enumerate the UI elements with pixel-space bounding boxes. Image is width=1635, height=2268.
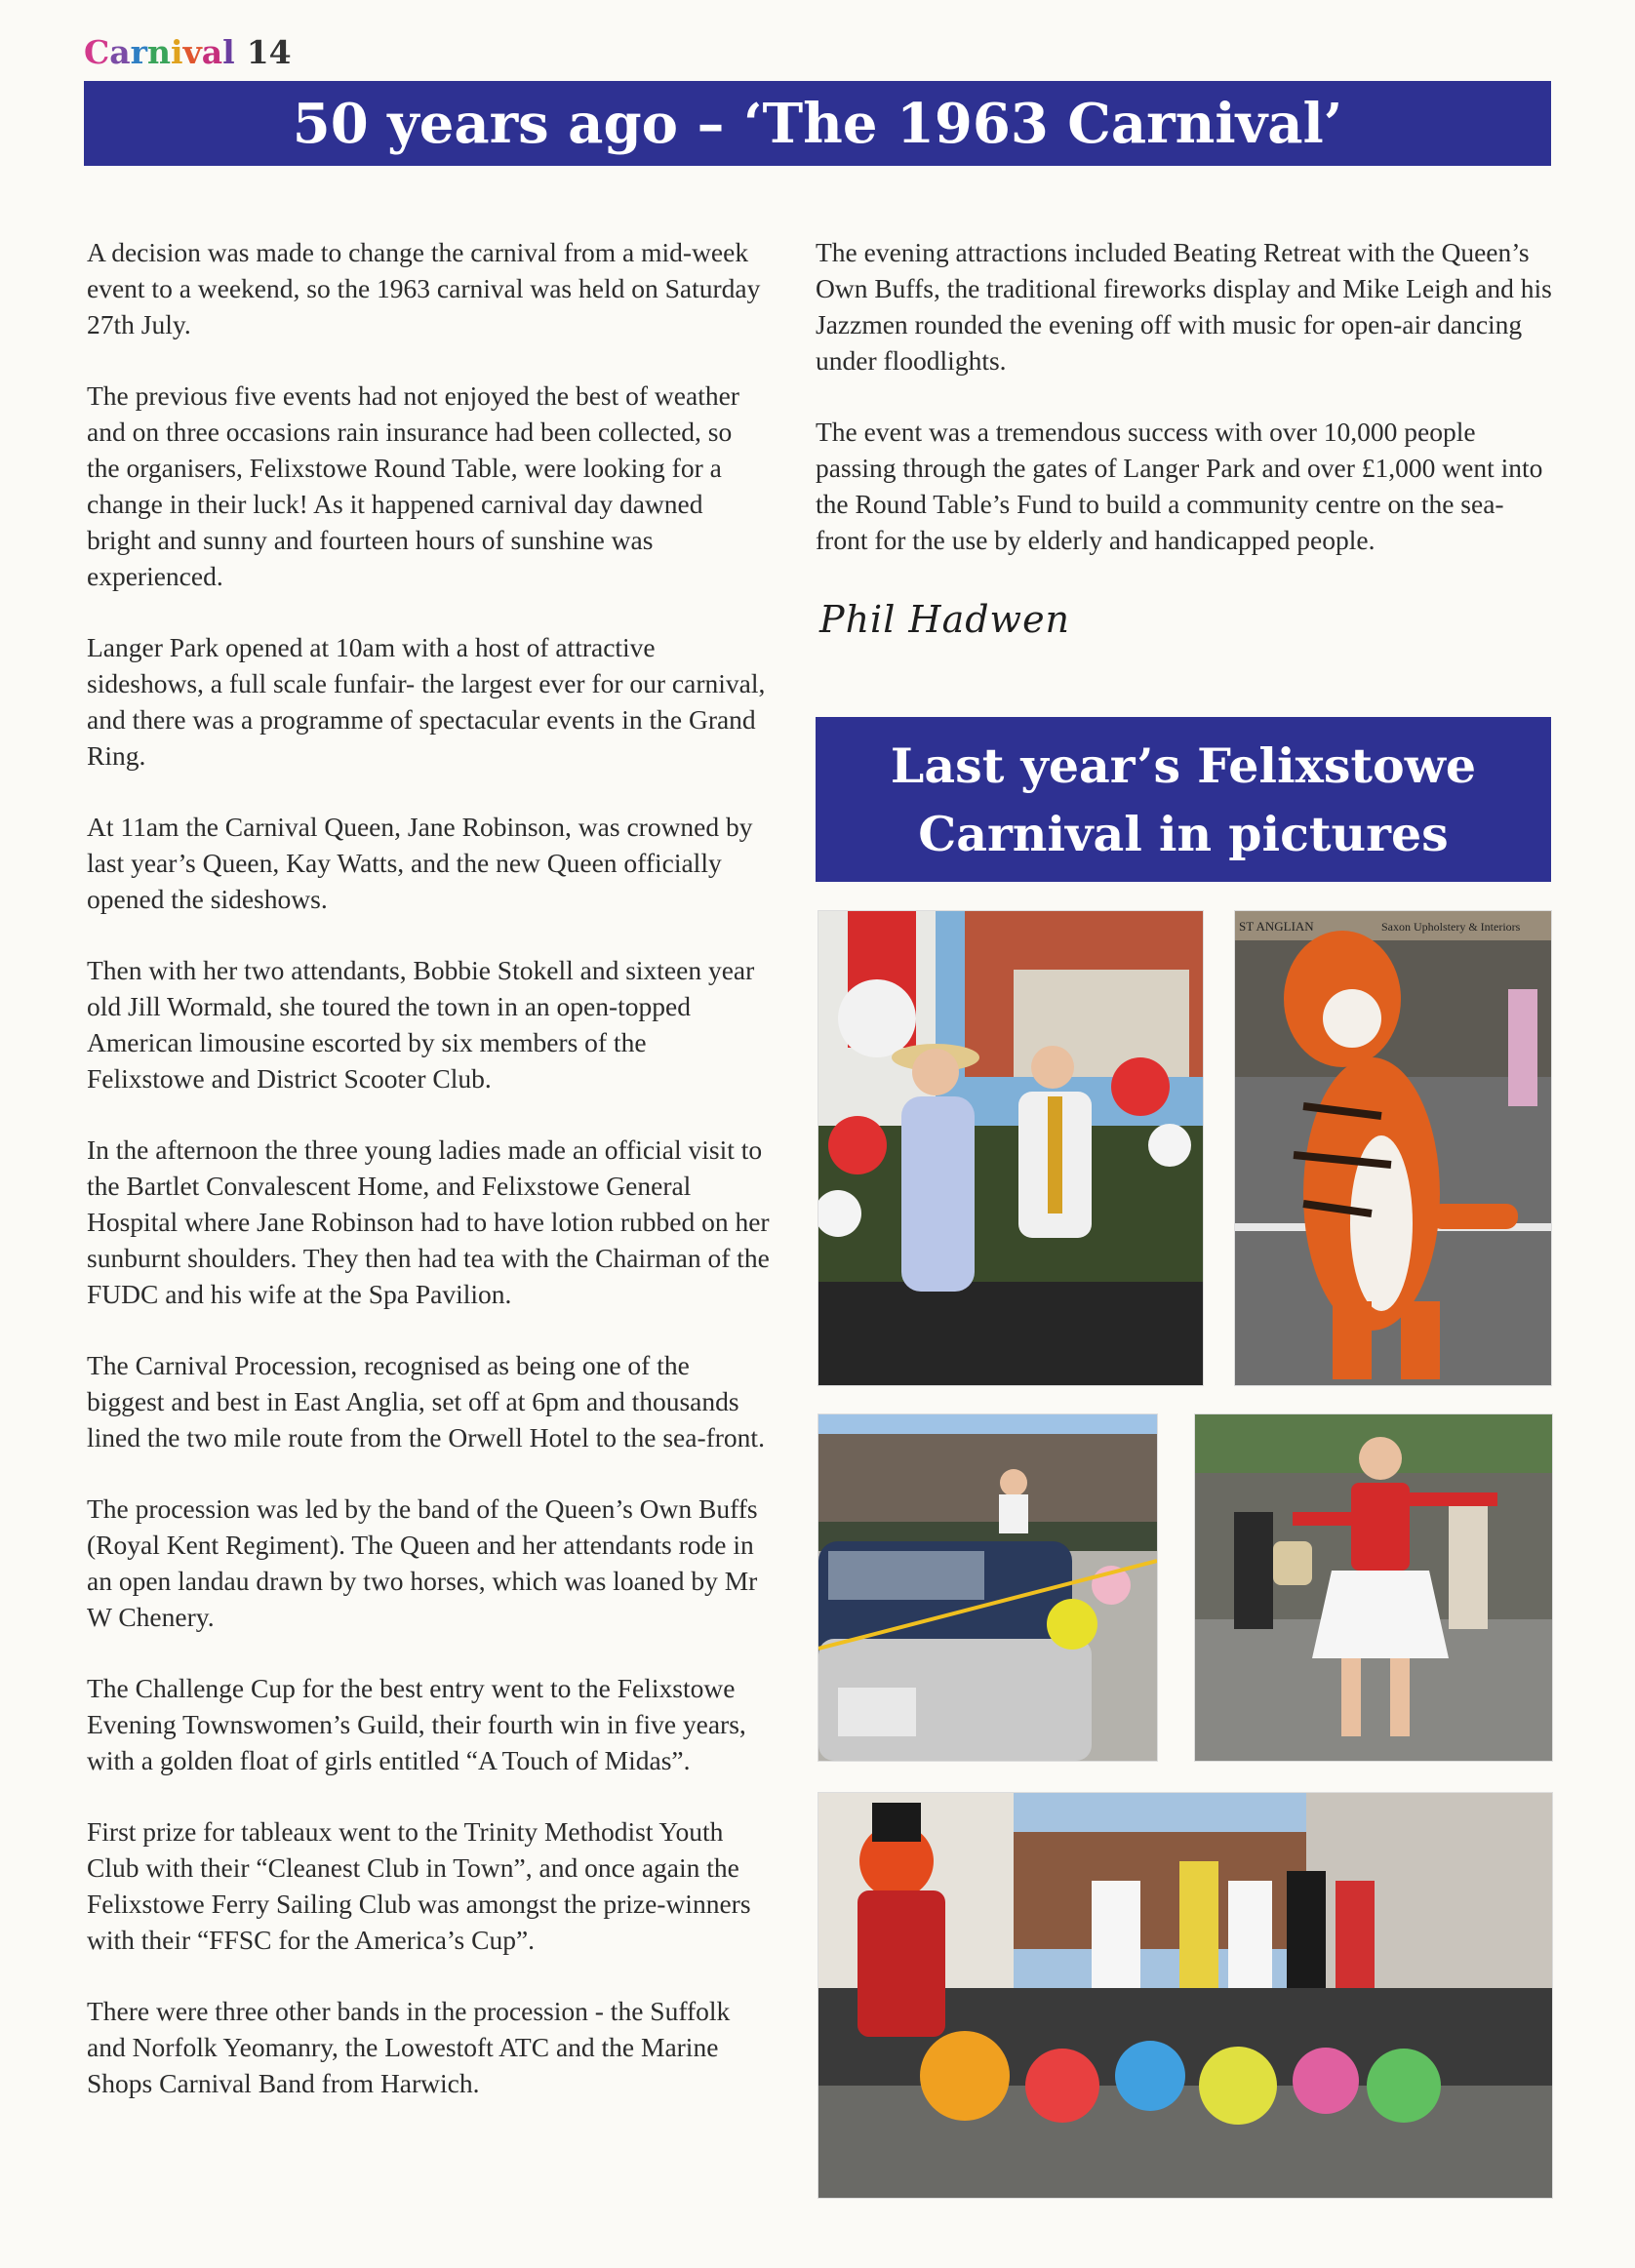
paragraph: The evening attractions included Beating Retreat with the Queen’s Own Buffs, the traditional fireworks display and Mike Leigh and his Jazzmen rounded the evening off with music for open-air dancing under floodlights. (816, 237, 1552, 376)
paragraph: The Challenge Cup for the best entry went to the Felixstowe Evening Townswomen’s Guild, their fourth win in five years, with a golden float of girls entitled “A Touch of Midas”. (87, 1673, 746, 1775)
paragraph: A decision was made to change the carnival from a mid-week event to a weekend, so the 1963 carnival was held on Saturday 27th July. (87, 237, 761, 339)
section-name: Carnival (84, 33, 235, 71)
paragraph: The event was a tremendous success with over 10,000 people passing through the gates of Langer Park and over £1,000 went into the Round Table’s Fund to build a community centre on the sea-front for the use by elderly and handicapped people. (816, 417, 1543, 555)
paragraph: First prize for tableaux went to the Trinity Methodist Youth Club with their “Cleanest Club in Town”, and once again the Felixstowe Ferry Sailing Club was amongst the prize-winners with their “FFSC for the America’s Cup”. (87, 1816, 751, 1955)
paragraph: The Carnival Procession, recognised as being one of the biggest and best in East Anglia, set off at 6pm and thousands lined the two mile route from the Orwell Hotel to the sea-front. (87, 1350, 765, 1452)
page-header (84, 33, 292, 71)
shop-sign-1: ST ANGLIAN (1239, 919, 1314, 934)
left-column (87, 234, 770, 2136)
shop-sign-2: Saxon Upholstery & Interiors (1381, 920, 1521, 934)
photo-tiger-mascot (1234, 910, 1552, 1386)
pictures-banner-line2: Carnival in pictures (918, 805, 1449, 862)
paragraph: There were three other bands in the procession - the Suffolk and Norfolk Yeomanry, the Lowestoft ATC and the Marine Shops Carnival Band from Harwich. (87, 1996, 731, 2098)
author-signature: Phil Hadwen (819, 598, 1071, 641)
right-column (816, 234, 1553, 593)
paragraph: The previous five events had not enjoyed the best of weather and on three occasions rain insurance had been collected, so the organisers, Felixstowe Round Table, were looking for a change in their luck! As it happened carnival day dawned bright and sunny and fourteen hours of sunshine was experienced. (87, 380, 739, 591)
article-title: 50 years ago – ‘The 1963 Carnival’ (292, 91, 1343, 156)
paragraph: Langer Park opened at 10am with a host of attractive sideshows, a full scale funfair- the largest ever for our carnival, and there was a programme of spectacular events in the Grand Ring. (87, 632, 766, 771)
page-number: 14 (246, 33, 292, 71)
photo-vintage-car (818, 1413, 1158, 1762)
article-title-banner (84, 81, 1551, 166)
photo-wonderland-float (818, 1792, 1553, 2199)
photo-majorette (1194, 1413, 1553, 1762)
photo-float-couple (818, 910, 1204, 1386)
paragraph: In the afternoon the three young ladies made an official visit to the Bartlet Convalescent Home, and Felixstowe General Hospital where Jane Robinson had to have lotion rubbed on her sunburnt shoulders. They then had tea with the Chairman of the FUDC and his wife at the Spa Pavilion. (87, 1134, 770, 1309)
paragraph: The procession was led by the band of the Queen’s Own Buffs (Royal Kent Regiment). The Queen and her attendants rode in an open landau drawn by two horses, which was loaned by Mr W Chenery. (87, 1493, 758, 1632)
pictures-banner-line1: Last year’s Felixstowe (890, 736, 1477, 794)
pictures-banner (816, 717, 1551, 882)
paragraph: At 11am the Carnival Queen, Jane Robinson, was crowned by last year’s Queen, Kay Watts, and the new Queen officially opened the sideshows. (87, 812, 753, 914)
paragraph: Then with her two attendants, Bobbie Stokell and sixteen year old Jill Wormald, she toured the town in an open-topped American limousine escorted by six members of the Felixstowe and District Scooter Club. (87, 955, 755, 1094)
